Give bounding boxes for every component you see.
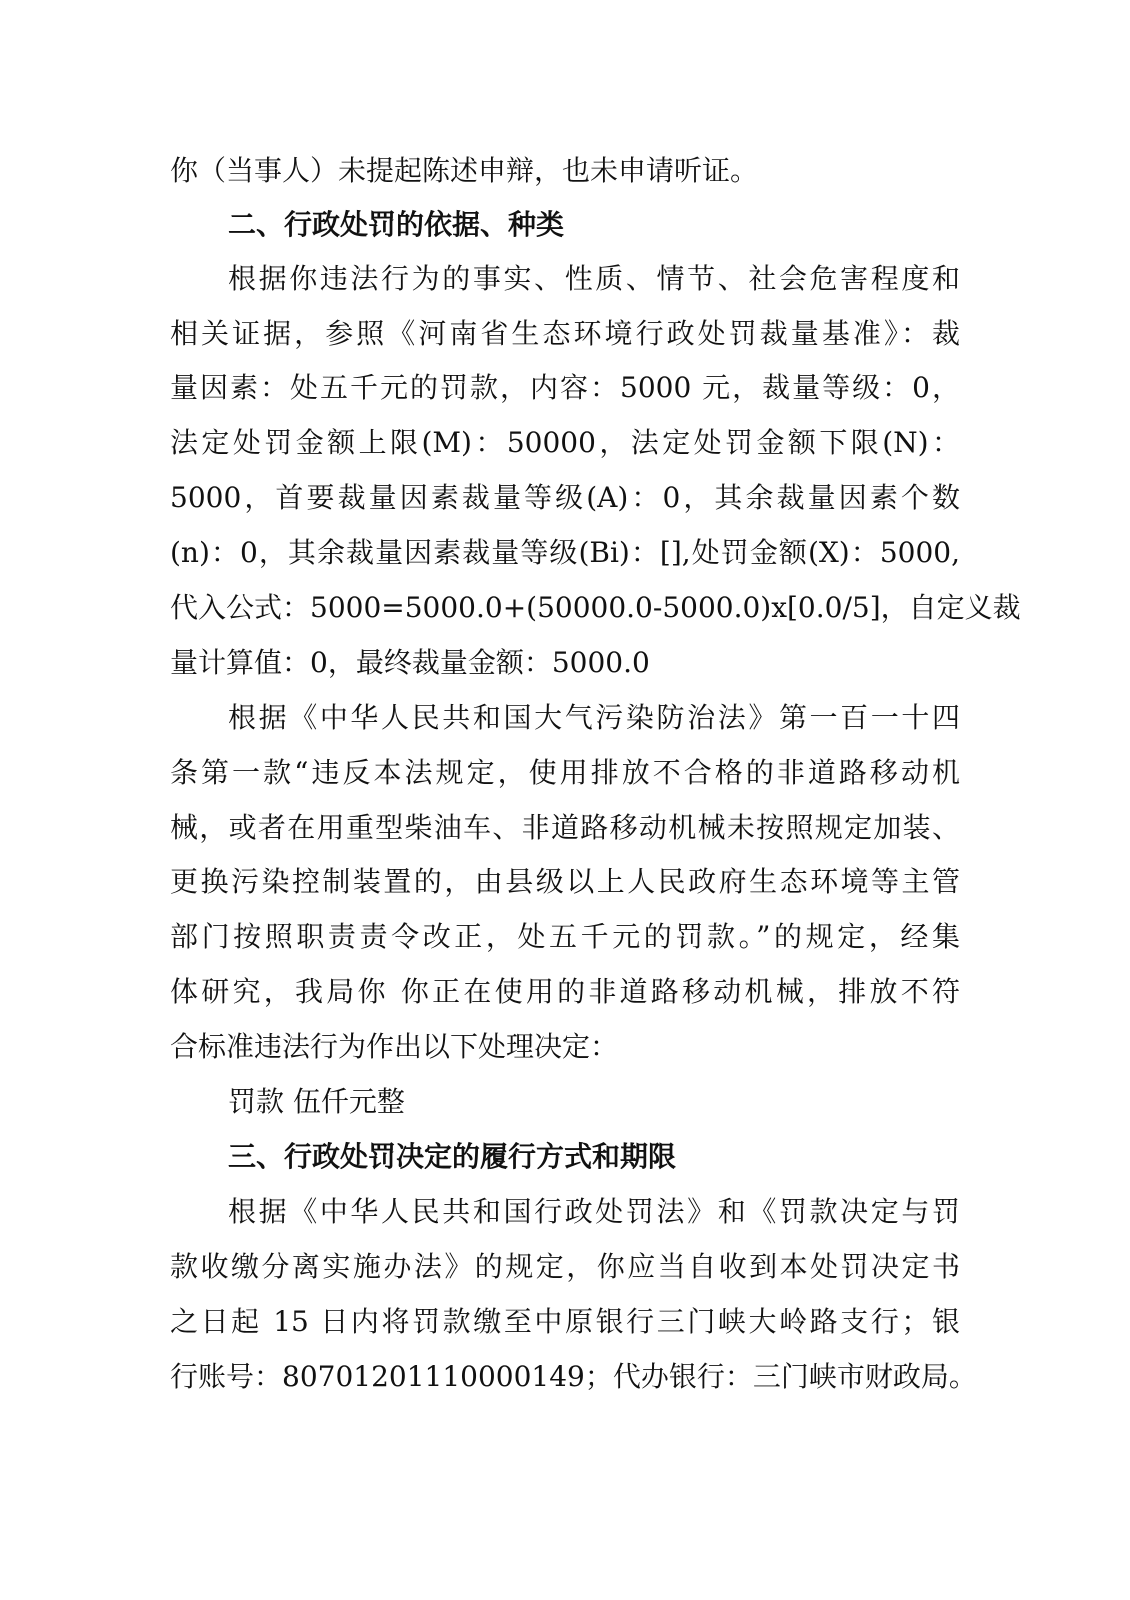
paragraph-line: 械，或者在用重型柴油车、非道路移动机械未按照规定加装、 xyxy=(170,811,960,844)
paragraph-line: 条第一款“违反本法规定，使用排放不合格的非道路移动机 xyxy=(170,756,960,789)
paragraph-line: 合标准违法行为作出以下处理决定： xyxy=(170,1030,619,1063)
paragraph-line: 根据你违法行为的事实、性质、情节、社会危害程度和 xyxy=(228,262,960,295)
section-heading-3: 三、行政处罚决定的履行方式和期限 xyxy=(228,1140,677,1173)
paragraph-line: 量因素：处五千元的罚款，内容：5000 元，裁量等级：0， xyxy=(170,371,960,404)
paragraph-line: 根据《中华人民共和国行政处罚法》和《罚款决定与罚 xyxy=(228,1195,960,1228)
section-heading-2: 二、行政处罚的依据、种类 xyxy=(228,208,565,241)
paragraph-line: 款收缴分离实施办法》的规定，你应当自收到本处罚决定书 xyxy=(170,1250,960,1283)
paragraph-line: 行账号：80701201110000149；代办银行：三门峡市财政局。 xyxy=(170,1360,977,1393)
paragraph-line: 5000，首要裁量因素裁量等级(A)：0，其余裁量因素个数 xyxy=(170,481,960,514)
paragraph-line: 部门按照职责责令改正，处五千元的罚款。”的规定，经集 xyxy=(170,920,960,953)
paragraph-line: 更换污染控制装置的，由县级以上人民政府生态环境等主管 xyxy=(170,865,960,898)
paragraph-line: 代入公式：5000=5000.0+(50000.0-5000.0)x[0.0/5]，自定义裁 xyxy=(170,591,1021,624)
paragraph-line: (n)：0，其余裁量因素裁量等级(Bi)：[],处罚金额(X)：5000, xyxy=(170,536,960,569)
paragraph-line: 相关证据，参照《河南省生态环境行政处罚裁量基准》：裁 xyxy=(170,317,960,350)
penalty-line: 罚款 伍仟元整 xyxy=(228,1085,405,1118)
paragraph-line: 体研究，我局你 你正在使用的非道路移动机械，排放不符 xyxy=(170,975,960,1008)
paragraph-line: 量计算值：0，最终裁量金额：5000.0 xyxy=(170,646,650,679)
paragraph-line: 你（当事人）未提起陈述申辩，也未申请听证。 xyxy=(170,154,759,187)
paragraph-line: 根据《中华人民共和国大气污染防治法》第一百一十四 xyxy=(228,701,960,734)
paragraph-line: 法定处罚金额上限(M)：50000，法定处罚金额下限(N)： xyxy=(170,426,960,459)
paragraph-line: 之日起 15 日内将罚款缴至中原银行三门峡大岭路支行；银 xyxy=(170,1305,960,1338)
